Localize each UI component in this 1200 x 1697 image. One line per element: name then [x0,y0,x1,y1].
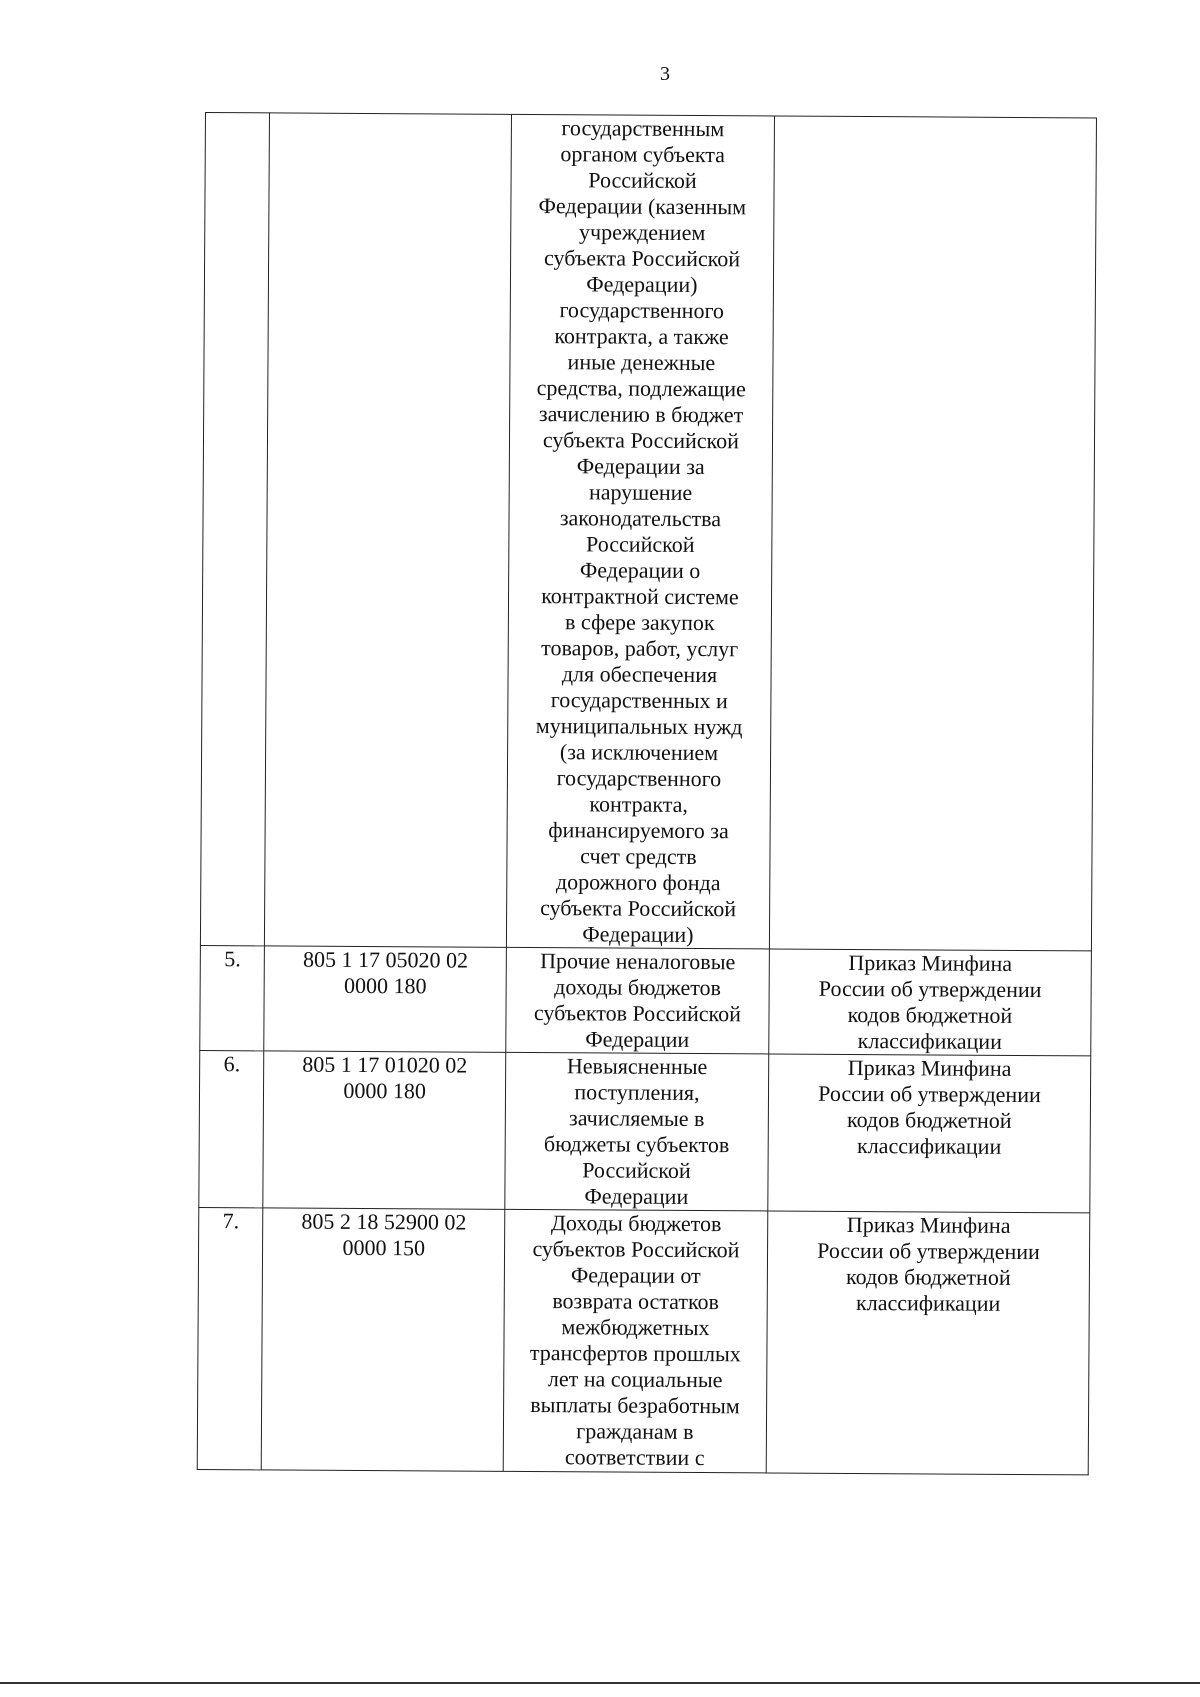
row-number: 7. [222,1208,240,1234]
name-cell [506,114,774,949]
name-cell [505,1052,769,1211]
row-number-cell [199,1050,264,1207]
row-number-cell [200,113,269,946]
basis-cell [769,116,1096,951]
legal-basis: Приказ Минфина России об утверждении кодов бюджетной классификации [818,1054,1041,1159]
table-row [197,1207,1090,1474]
page-number: 3 [660,63,670,85]
basis-cell [768,1054,1091,1213]
name-cell [506,947,770,1054]
budget-code [274,113,507,114]
page-bottom-rule [0,1682,1200,1684]
budget-code: 805 1 17 01020 02 0000 180 [302,1051,468,1104]
legal-basis: Приказ Минфина России об утверждении кодов бюджетной классификации [817,1211,1040,1316]
table-row [200,945,1092,1055]
row-number: 6. [223,1051,241,1077]
revenue-name: Доходы бюджетов субъектов Российской Федерации от возврата остатков межбюджетных трансфертов прошлых лет на социальные выплаты безработным гражданам в соответствии с [529,1210,741,1471]
revenue-codes-table [197,112,1097,1475]
budget-code: 805 1 17 05020 02 0000 180 [302,946,469,999]
code-cell [263,1051,505,1209]
table-row [200,113,1096,951]
code-cell [264,946,506,1052]
table-row [199,1050,1091,1212]
revenue-name: Невыясненные поступления, зачисляемые в бюджеты субъектов Российской Федерации [543,1053,730,1209]
basis-cell [766,1211,1090,1475]
name-cell [503,1209,768,1473]
legal-basis [779,117,1092,119]
code-cell [265,113,512,947]
basis-cell [769,949,1092,1056]
code-cell [262,1208,505,1471]
row-number: 5. [224,946,241,972]
legal-basis: Приказ Минфина России об утверждении кодов бюджетной классификации [818,949,1042,1054]
row-number-cell [200,945,265,1050]
revenue-name: государственным органом субъекта Российской Федерации (казенным учреждением субъекта Российской Федерации) государственного контракта, а также иные денежные средства, подлежащие зачислению в бюджет субъекта Российской Федерации за нарушение законодательства Российской Федерации о контрактной системе в сфере закупок товаров, работ, услуг для обеспечения государственных и муниципальных нужд (за исключением государственного контракта, финансируемого за счет средств дорожного фонда субъекта Российской Федерации) [535,115,747,947]
row-number-cell [197,1207,263,1469]
budget-code: 805 2 18 52900 02 0000 150 [301,1208,467,1261]
revenue-name: Прочие неналоговые доходы бюджетов субъектов Российской Федерации [533,948,742,1052]
